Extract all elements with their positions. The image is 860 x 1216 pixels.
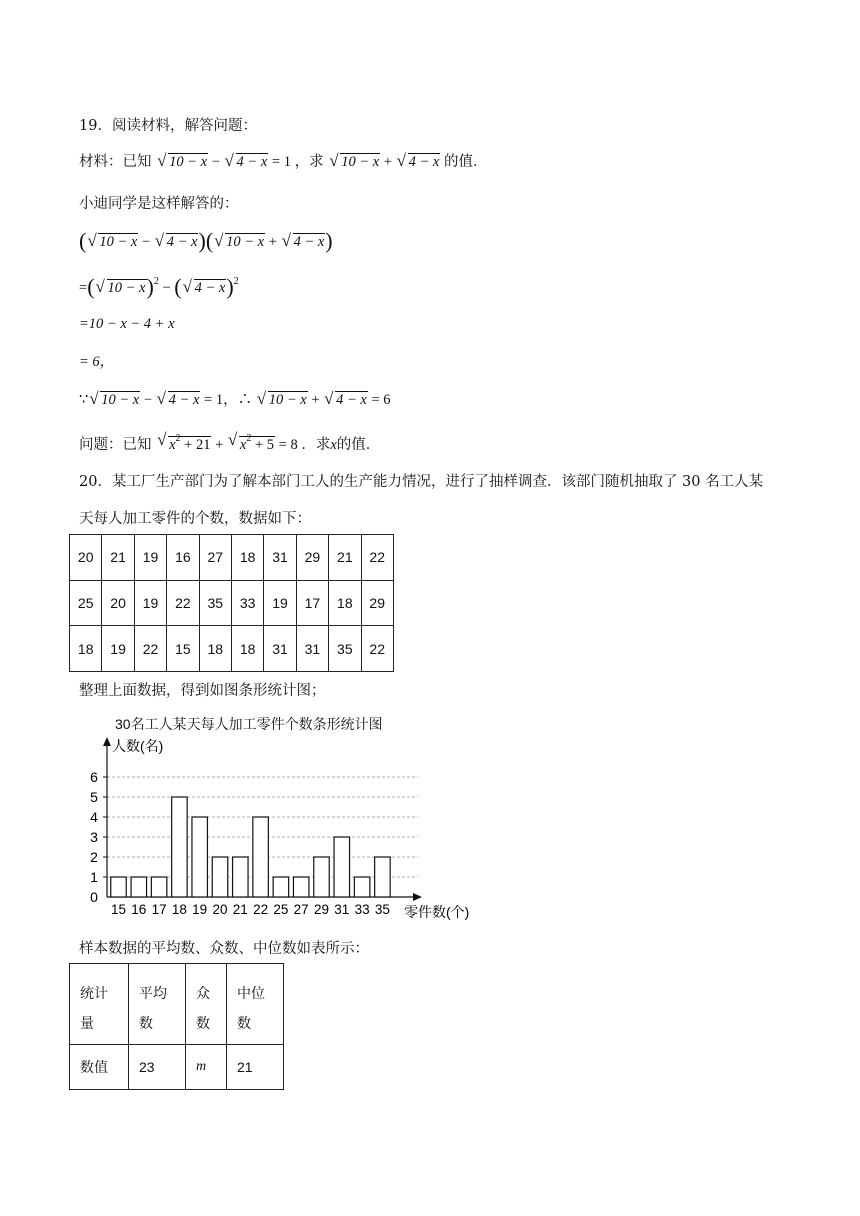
table-cell: 21: [329, 535, 361, 581]
q19-step1: ( √ 10 − x − √ 4 − x)( √ 10 − x + √ 4 − x): [79, 228, 333, 253]
y-axis-label: 人数(名): [112, 738, 164, 754]
q19-step3: =10 − x − 4 + x: [79, 316, 175, 332]
y-tick-label: 6: [90, 769, 98, 785]
stats-header-cell: 中位 数: [227, 964, 284, 1045]
table-cell: 18: [199, 626, 231, 672]
x-tick-label: 31: [334, 902, 350, 917]
stats-value-cell: 21: [227, 1045, 284, 1090]
table-cell: 33: [231, 580, 263, 626]
table-cell: 29: [296, 535, 328, 581]
bar: [334, 837, 350, 897]
y-axis-arrow: [103, 737, 111, 746]
table-cell: 20: [102, 580, 134, 626]
table-row: [70, 535, 394, 581]
y-tick-label: 0: [90, 889, 98, 905]
x-tick-label: 15: [110, 902, 127, 917]
x-tick-label: 17: [151, 902, 167, 917]
stats-header-cell: 平均 数: [129, 964, 186, 1045]
x-axis-label: 零件数(个): [404, 904, 470, 920]
bar: [192, 817, 208, 897]
q19-conclusion: ∵ √ 10 − x − √ 4 − x = 1，∴ √ 10 − x + √ 4 − x = 6: [79, 389, 391, 408]
table-cell: 27: [199, 535, 231, 581]
x-tick-label: 29: [313, 902, 330, 917]
bar: [314, 857, 330, 897]
x-tick-label: 22: [253, 902, 269, 917]
q19-problem: 问题：已知 √ $x^2 + 21$ + √ $x^2 + 5 = 8$ ．求x的值．: [79, 430, 381, 453]
table-cell: 31: [296, 626, 328, 672]
material-expression-1: √ 10 − x − √ 4 − x = 1: [157, 151, 291, 170]
table-cell: 18: [329, 580, 361, 626]
table-cell: 35: [329, 626, 361, 672]
q20-title-line1: 20．某工厂生产部门为了解本部门工人的生产能力情况，进行了抽样调查．该部门随机抽取了 30 名工人某: [79, 474, 764, 490]
table-cell: 21: [102, 535, 134, 581]
material-mid: ，求: [294, 154, 324, 170]
table-cell: 22: [361, 626, 393, 672]
q20-title-line2: 天每人加工零件的个数，数据如下：: [79, 511, 311, 527]
stats-header-cell: 统计 量: [70, 964, 129, 1045]
table-cell: 18: [70, 626, 102, 672]
x-tick-label: 25: [273, 902, 289, 917]
y-tick-label: 5: [90, 789, 98, 805]
q19-step4: = 6，: [79, 354, 115, 370]
table-cell: 31: [264, 535, 296, 581]
x-tick-label: 16: [131, 902, 147, 917]
bar: [293, 877, 309, 897]
stats-table: [69, 963, 284, 1090]
bar: [151, 877, 167, 897]
table-cell: 18: [231, 626, 263, 672]
x-tick-label: 19: [192, 902, 208, 917]
table-cell: 35: [199, 580, 231, 626]
bar: [131, 877, 147, 897]
bar-chart: [80, 734, 470, 924]
x-tick-label: 35: [374, 902, 390, 917]
table-cell: 19: [134, 580, 166, 626]
x-tick-label: 33: [354, 902, 370, 917]
bar: [354, 877, 370, 897]
chart-caption: 整理上面数据，得到如图条形统计图；: [79, 683, 326, 699]
table-cell: 20: [70, 535, 102, 581]
table-cell: 25: [70, 580, 102, 626]
table-cell: 19: [264, 580, 296, 626]
table-cell: 16: [167, 535, 199, 581]
stats-caption: 样本数据的平均数、众数、中位数如表所示：: [79, 941, 369, 957]
bar: [233, 857, 249, 897]
stats-value-cell: m: [186, 1045, 227, 1090]
x-tick-label: 18: [171, 902, 187, 917]
bar: [253, 817, 269, 897]
q19-step2: =( √ 10 − x)$^2$ − ( √ 4 − x)$^2$: [79, 274, 239, 299]
table-cell: 22: [134, 626, 166, 672]
chart-title: 30名工人某天每人加工零件个数条形统计图: [115, 716, 383, 732]
x-tick-label: 27: [293, 902, 309, 917]
table-cell: 17: [296, 580, 328, 626]
x-tick-label: 20: [212, 902, 228, 917]
bar: [172, 797, 188, 897]
table-cell: 19: [134, 535, 166, 581]
stats-value-cell: 数值: [70, 1045, 129, 1090]
bar: [111, 877, 127, 897]
q19-title: 19．阅读材料，解答问题：: [79, 118, 257, 134]
table-cell: 22: [361, 535, 393, 581]
bar: [375, 857, 391, 897]
material-prefix: 材料：已知: [79, 154, 152, 170]
table-cell: 29: [361, 580, 393, 626]
table-cell: 31: [264, 626, 296, 672]
material-expression-2: √ 10 − x + √ 4 − x: [329, 151, 440, 170]
y-tick-label: 1: [90, 869, 98, 885]
table-row: [70, 580, 394, 626]
data-table: [69, 534, 394, 672]
x-tick-label: 21: [232, 902, 248, 917]
table-cell: 19: [102, 626, 134, 672]
y-tick-label: 2: [90, 849, 98, 865]
q19-material: [79, 150, 487, 171]
stats-value-cell: 23: [129, 1045, 186, 1090]
x-axis-arrow: [413, 893, 422, 901]
bar: [212, 857, 228, 897]
y-tick-label: 3: [90, 829, 98, 845]
q19-intro: 小迪同学是这样解答的：: [79, 196, 239, 212]
table-cell: 18: [231, 535, 263, 581]
y-tick-label: 4: [90, 809, 98, 825]
stats-header-cell: 众 数: [186, 964, 227, 1045]
table-cell: 15: [167, 626, 199, 672]
table-row: [70, 626, 394, 672]
material-suffix: 的值．: [443, 154, 488, 170]
bar: [273, 877, 289, 897]
table-cell: 22: [167, 580, 199, 626]
